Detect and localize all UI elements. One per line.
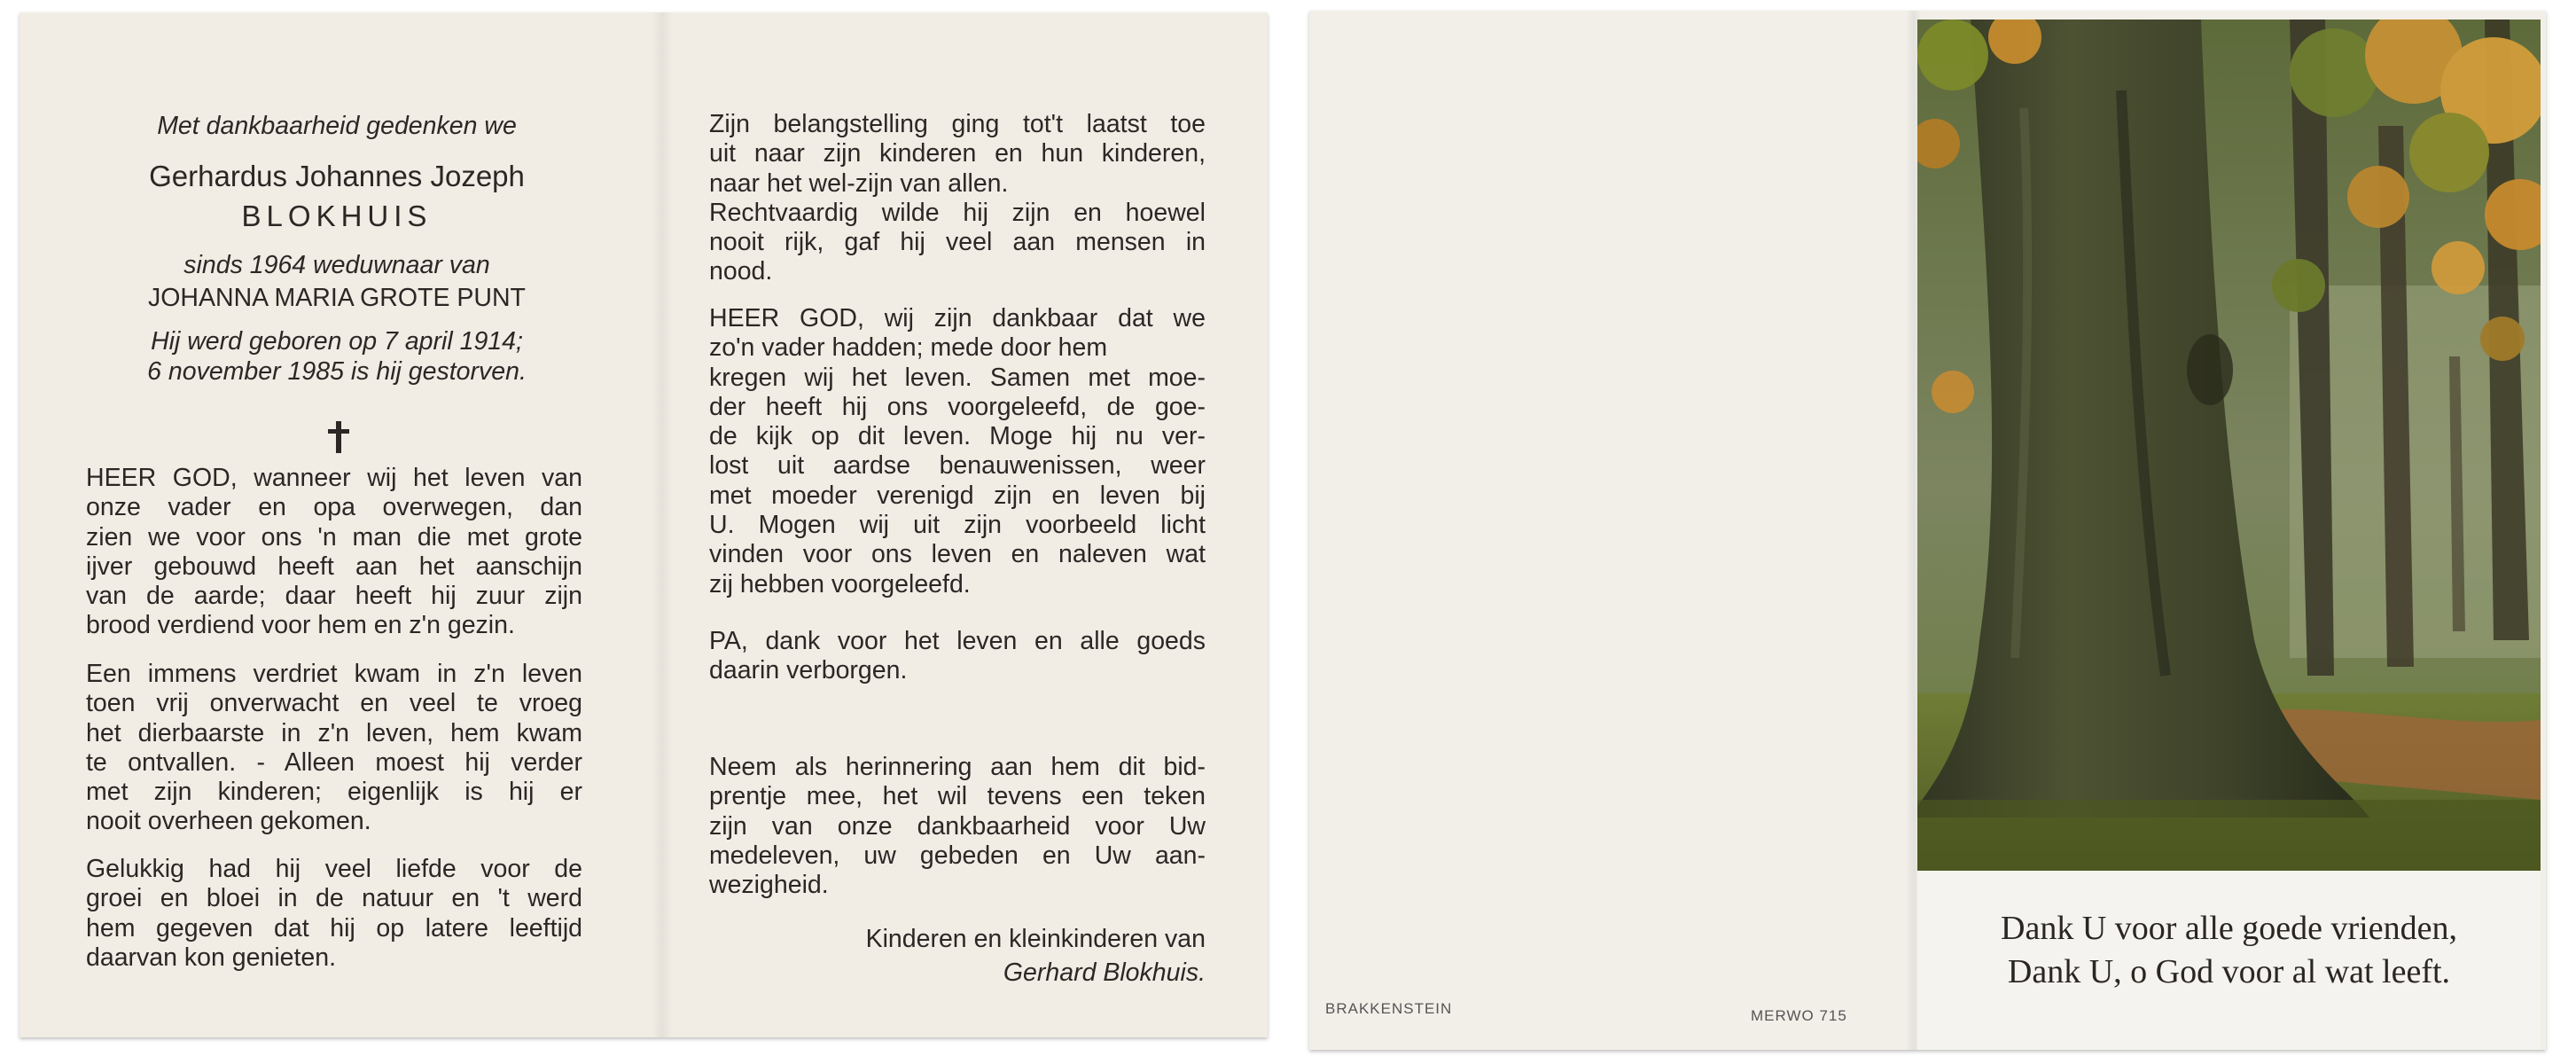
text-line: nood. bbox=[709, 257, 773, 286]
text-line: HEER GOD, wij zijn dankbaar dat we bbox=[709, 304, 1206, 332]
text-line: wezigheid. bbox=[709, 871, 829, 900]
signature: Gerhard Blokhuis. bbox=[1003, 958, 1206, 987]
right-text-panel bbox=[673, 12, 1268, 1037]
text-line: Zijn belangstelling ging tot't laatst toe bbox=[709, 110, 1206, 138]
text-line: te ontvallen. - Alleen moest hij verder bbox=[86, 747, 582, 777]
text-line: zien we voor ons 'n man die met grote bbox=[86, 522, 582, 552]
paragraph-5 bbox=[709, 304, 1206, 599]
text-line: Gelukkig had hij veel liefde voor de bbox=[86, 855, 582, 883]
verse-box bbox=[1917, 871, 2541, 1050]
text-line: toen vrij onverwacht en veel te vroeg bbox=[86, 689, 582, 718]
text-line: Een immens verdriet kwam in z'n leven bbox=[86, 660, 582, 688]
text-line: Neem als herinnering aan hem dit bid- bbox=[709, 753, 1206, 781]
tree-photo bbox=[1917, 20, 2541, 871]
paragraph-6 bbox=[709, 627, 1206, 686]
text-line: daarvan kon genieten. bbox=[86, 943, 337, 972]
text-line: vinden voor ons leven en naleven wat bbox=[709, 540, 1206, 569]
text-line: zij hebben voorgeleefd. bbox=[709, 569, 971, 598]
text-line: naar het wel-zijn van allen. bbox=[709, 168, 1009, 198]
paragraph-2 bbox=[86, 660, 582, 837]
card-fold bbox=[652, 12, 673, 1037]
text-line: daarin verborgen. bbox=[709, 656, 908, 685]
text-line: PA, dank voor het leven en alle goeds bbox=[709, 627, 1206, 655]
text-line: medeleven, uw gebeden en Uw aan- bbox=[709, 841, 1206, 870]
left-text-panel bbox=[20, 12, 653, 1037]
text-line: ijver gebouwd heeft aan het aanschijn bbox=[86, 552, 582, 581]
memorial-card-text bbox=[20, 12, 1268, 1037]
text-line: van de aarde; daar heeft hij zuur zijn bbox=[86, 582, 582, 611]
deceased-given-names: Gerhardus Johannes Jozeph bbox=[149, 160, 525, 192]
text-line: zo'n vader hadden; mede door hem bbox=[709, 333, 1108, 363]
paragraph-4 bbox=[709, 110, 1206, 287]
text-line: nooit rijk, gaf hij veel aan mensen in bbox=[709, 228, 1206, 257]
text-line: de kijk op dit leven. Moge hij nu ver- bbox=[709, 422, 1206, 451]
paragraph-3 bbox=[86, 855, 582, 973]
text-line: met moeder verenigd zijn en leven bij bbox=[709, 481, 1206, 510]
text-line: der heeft hij ons voorgeleefd, de goe- bbox=[709, 392, 1206, 421]
spouse-name: JOHANNA MARIA GROTE PUNT bbox=[148, 284, 526, 312]
verse-line-2: Dank U, o God voor al wat leeft. bbox=[2007, 953, 2451, 990]
publisher-label: BRAKKENSTEIN bbox=[1325, 1000, 1453, 1017]
verse-line-1: Dank U voor alle goede vrienden, bbox=[2001, 910, 2457, 947]
text-line: kregen wij het leven. Samen met moe- bbox=[709, 363, 1206, 392]
tree-photo-illustration bbox=[1917, 20, 2541, 871]
card-code: MERWO 715 bbox=[1751, 1007, 1847, 1024]
paragraph-7 bbox=[709, 753, 1206, 900]
text-line: nooit overheen gekomen. bbox=[86, 807, 371, 836]
text-line: het dierbaarste in z'n leven, hem kwam bbox=[86, 718, 582, 747]
text-line: prentje mee, het wil tevens een teken bbox=[709, 782, 1206, 811]
death-line: 6 november 1985 is hij gestorven. bbox=[147, 357, 527, 386]
deceased-surname: BLOKHUIS bbox=[241, 200, 433, 232]
text-line: onze vader en opa overwegen, dan bbox=[86, 493, 582, 522]
text-line: met zijn kinderen; eigenlijk is hij er bbox=[86, 778, 582, 807]
text-line: uit naar zijn kinderen en hun kinderen, bbox=[709, 139, 1206, 168]
paragraph-1 bbox=[86, 464, 582, 641]
birth-line: Hij werd geboren op 7 april 1914; bbox=[151, 327, 523, 356]
cross-icon bbox=[325, 421, 352, 453]
text-line: brood verdiend voor hem en z'n gezin. bbox=[86, 611, 515, 640]
memorial-card-image bbox=[1309, 11, 2546, 1050]
text-line: hem gegeven dat hij op latere leeftijd bbox=[86, 913, 582, 943]
text-line: zijn van onze dankbaarheid voor Uw bbox=[709, 811, 1206, 841]
text-line: Rechtvaardig wilde hij zijn en hoewel bbox=[709, 198, 1206, 227]
text-line: U. Mogen wij uit zijn voorbeeld licht bbox=[709, 511, 1206, 540]
text-line: groei en bloei in de natuur en 't werd bbox=[86, 884, 582, 913]
widower-line: sinds 1964 weduwnaar van bbox=[183, 251, 490, 279]
intro-line: Met dankbaarheid gedenken we bbox=[157, 112, 517, 140]
text-line: HEER GOD, wanneer wij het leven van bbox=[86, 464, 582, 492]
text-line: lost uit aardse benauwenissen, weer bbox=[709, 451, 1206, 481]
closing-line: Kinderen en kleinkinderen van bbox=[865, 925, 1206, 953]
